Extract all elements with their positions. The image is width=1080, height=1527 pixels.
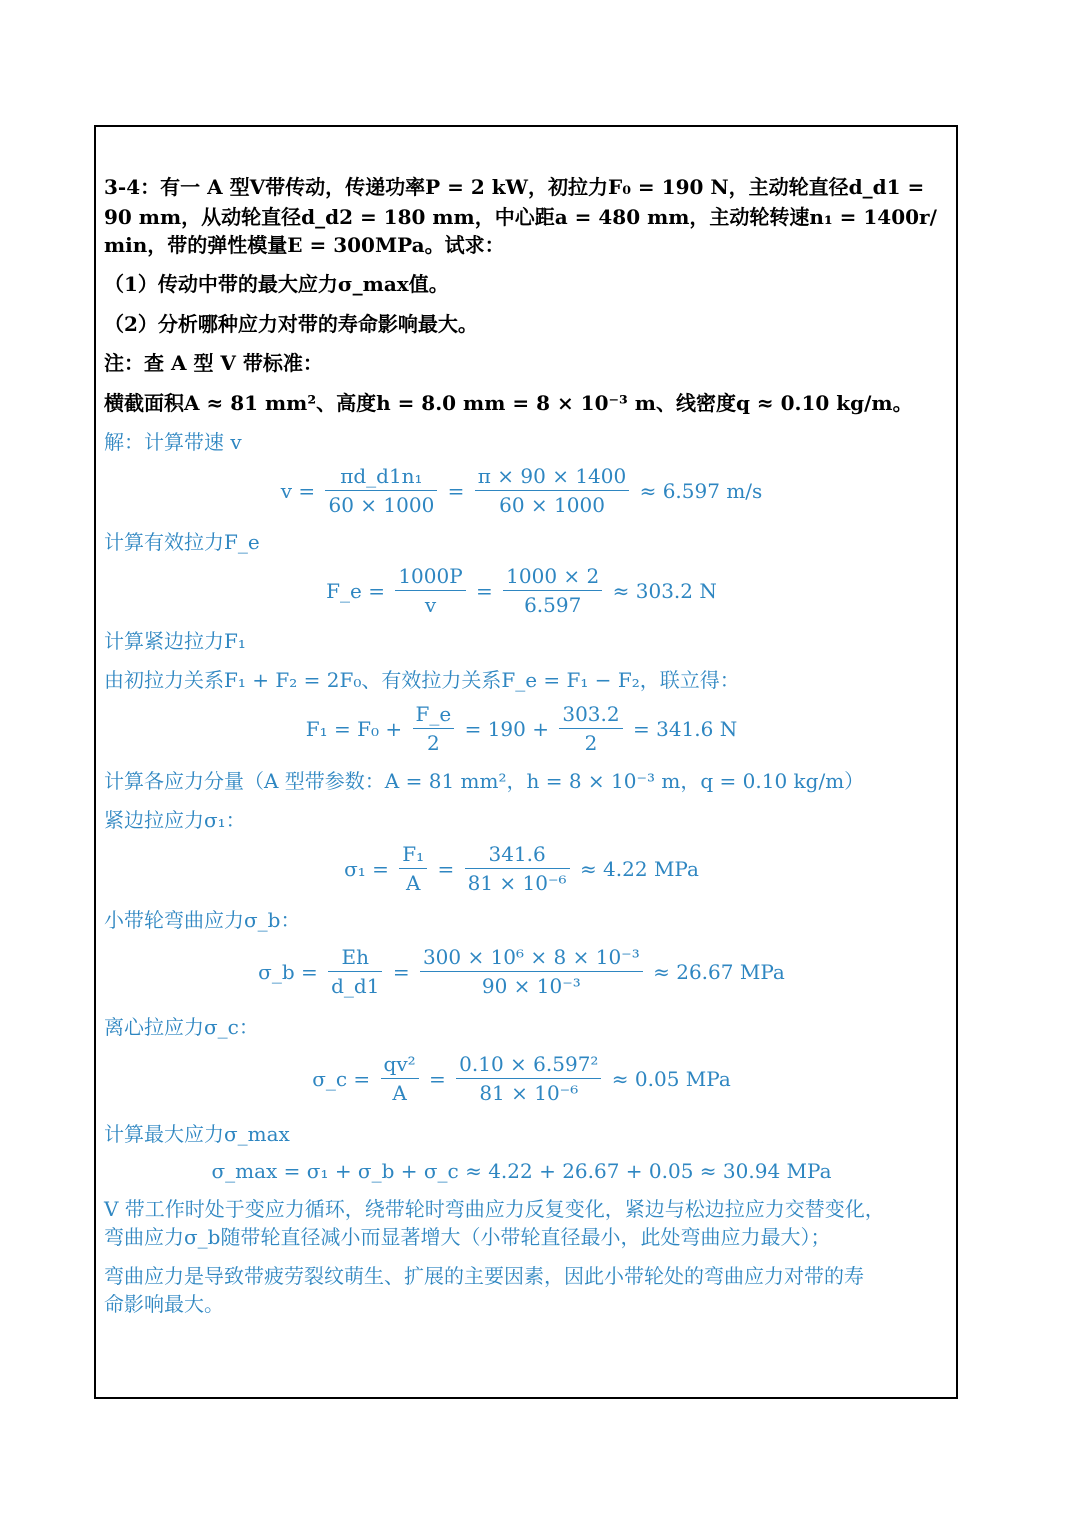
problem-line-2: 90 mm，从动轮直径d_d2 = 180 mm，中心距a = 480 mm，主动轮转速n₁ = 1400r/ <box>104 205 937 229</box>
equation-effective-tension <box>104 562 939 619</box>
eq-lhs: F₁ = F₀ + <box>305 716 403 741</box>
numerator: 1000 × 2 <box>503 562 602 591</box>
step-max-stress: 计算最大应力σ_max <box>104 1122 290 1146</box>
denominator: 60 × 1000 <box>499 493 605 517</box>
equals-sign: = <box>476 578 493 603</box>
problem-line-1: 3-4：有一 A 型V带传动，传递功率P = 2 kW，初拉力F₀ = 190 N，主动轮直径d_d1 = <box>104 175 925 199</box>
denominator: 2 <box>427 731 440 755</box>
conclusion-line-1: V 带工作时处于变应力循环，绕带轮时弯曲应力反复变化，紧边与松边拉应力交替变化， <box>104 1197 885 1221</box>
denominator: v <box>424 593 437 617</box>
denominator: 6.597 <box>524 593 582 617</box>
denominator: d_d1 <box>331 974 380 998</box>
step-speed: 解：计算带速 v <box>104 430 242 454</box>
fraction <box>395 562 465 619</box>
fraction <box>420 943 643 1000</box>
question-1: （1）传动中带的最大应力σ_max值。 <box>104 272 449 296</box>
step-tight-tension: 计算紧边拉力F₁ <box>104 629 246 653</box>
relation-text: 由初拉力关系F₁ + F₂ = 2F₀、有效拉力关系F_e = F₁ − F₂，联立得： <box>104 668 740 692</box>
fraction <box>503 562 602 619</box>
equals-sign: = <box>437 856 455 881</box>
eq-middle: = 190 + <box>464 716 549 741</box>
eq-result: ≈ 4.22 MPa <box>579 856 699 881</box>
numerator: 1000P <box>395 562 465 591</box>
numerator: 303.2 <box>559 700 622 729</box>
equation-tight-tension <box>104 700 939 757</box>
fraction <box>413 700 455 757</box>
numerator: F_e <box>413 700 455 729</box>
denominator: 90 × 10⁻³ <box>481 974 581 998</box>
conclusion-line-2: 弯曲应力σ_b随带轮直径减小而显著增大（小带轮直径最小，此处弯曲应力最大）； <box>104 1225 831 1249</box>
equation-bending-stress <box>104 943 939 1000</box>
equation-centrifugal-stress <box>104 1050 939 1107</box>
fraction <box>475 462 629 519</box>
problem-line-3: min，带的弹性模量E = 300MPa。试求： <box>104 233 505 257</box>
fraction <box>559 700 622 757</box>
fraction <box>465 840 570 897</box>
equation-max-stress: σ_max = σ₁ + σ_b + σ_c ≈ 4.22 + 26.67 + 0.05 ≈ 30.94 MPa <box>211 1159 832 1183</box>
eq-lhs: F_e = <box>326 578 385 603</box>
step-bending-stress: 小带轮弯曲应力σ_b： <box>104 908 301 932</box>
eq-lhs: v = <box>280 478 316 503</box>
step-centrifugal-stress: 离心拉应力σ_c： <box>104 1015 259 1039</box>
numerator: πd_d1n₁ <box>325 462 437 491</box>
equation-tight-stress <box>104 840 939 897</box>
step-tight-stress: 紧边拉应力σ₁： <box>104 808 246 832</box>
equation-speed <box>104 462 939 519</box>
fraction <box>328 943 382 1000</box>
fraction <box>399 840 427 897</box>
fraction <box>381 1050 419 1107</box>
numerator: 0.10 × 6.597² <box>456 1050 601 1079</box>
fraction <box>456 1050 601 1107</box>
note-values: 横截面积A ≈ 81 mm²、高度h = 8.0 mm = 8 × 10⁻³ m、线密度q ≈ 0.10 kg/m。 <box>104 391 913 415</box>
step-effective-tension: 计算有效拉力F_e <box>104 530 260 554</box>
denominator: 60 × 1000 <box>328 493 435 517</box>
note-title: 注：查 A 型 V 带标准： <box>104 351 323 375</box>
fraction <box>325 462 437 519</box>
numerator: Eh <box>328 943 382 972</box>
denominator: A <box>392 1081 407 1105</box>
eq-result: ≈ 6.597 m/s <box>639 478 763 503</box>
denominator: A <box>405 871 421 895</box>
numerator: 300 × 10⁶ × 8 × 10⁻³ <box>420 943 643 972</box>
eq-lhs: σ_c = <box>312 1066 371 1091</box>
equals-sign: = <box>392 959 410 984</box>
step-stress-components: 计算各应力分量（A 型带参数：A = 81 mm²，h = 8 × 10⁻³ m，q = 0.10 kg/m） <box>104 769 865 793</box>
eq-lhs: σ_b = <box>258 959 318 984</box>
equals-sign: = <box>429 1066 446 1091</box>
numerator: π × 90 × 1400 <box>475 462 629 491</box>
conclusion-line-4: 命影响最大。 <box>104 1292 224 1316</box>
numerator: F₁ <box>399 840 427 869</box>
question-2: （2）分析哪种应力对带的寿命影响最大。 <box>104 312 478 336</box>
denominator: 81 × 10⁻⁶ <box>467 871 567 895</box>
eq-result: ≈ 0.05 MPa <box>611 1066 731 1091</box>
eq-result: = 341.6 N <box>632 716 738 741</box>
equals-sign: = <box>447 478 465 503</box>
numerator: 341.6 <box>465 840 570 869</box>
denominator: 81 × 10⁻⁶ <box>479 1081 579 1105</box>
eq-result: ≈ 26.67 MPa <box>653 959 785 984</box>
numerator: qv² <box>381 1050 419 1079</box>
denominator: 2 <box>584 731 598 755</box>
eq-result: ≈ 303.2 N <box>612 578 717 603</box>
eq-lhs: σ₁ = <box>344 856 389 881</box>
conclusion-line-3: 弯曲应力是导致带疲劳裂纹萌生、扩展的主要因素，因此小带轮处的弯曲应力对带的寿 <box>104 1264 864 1288</box>
